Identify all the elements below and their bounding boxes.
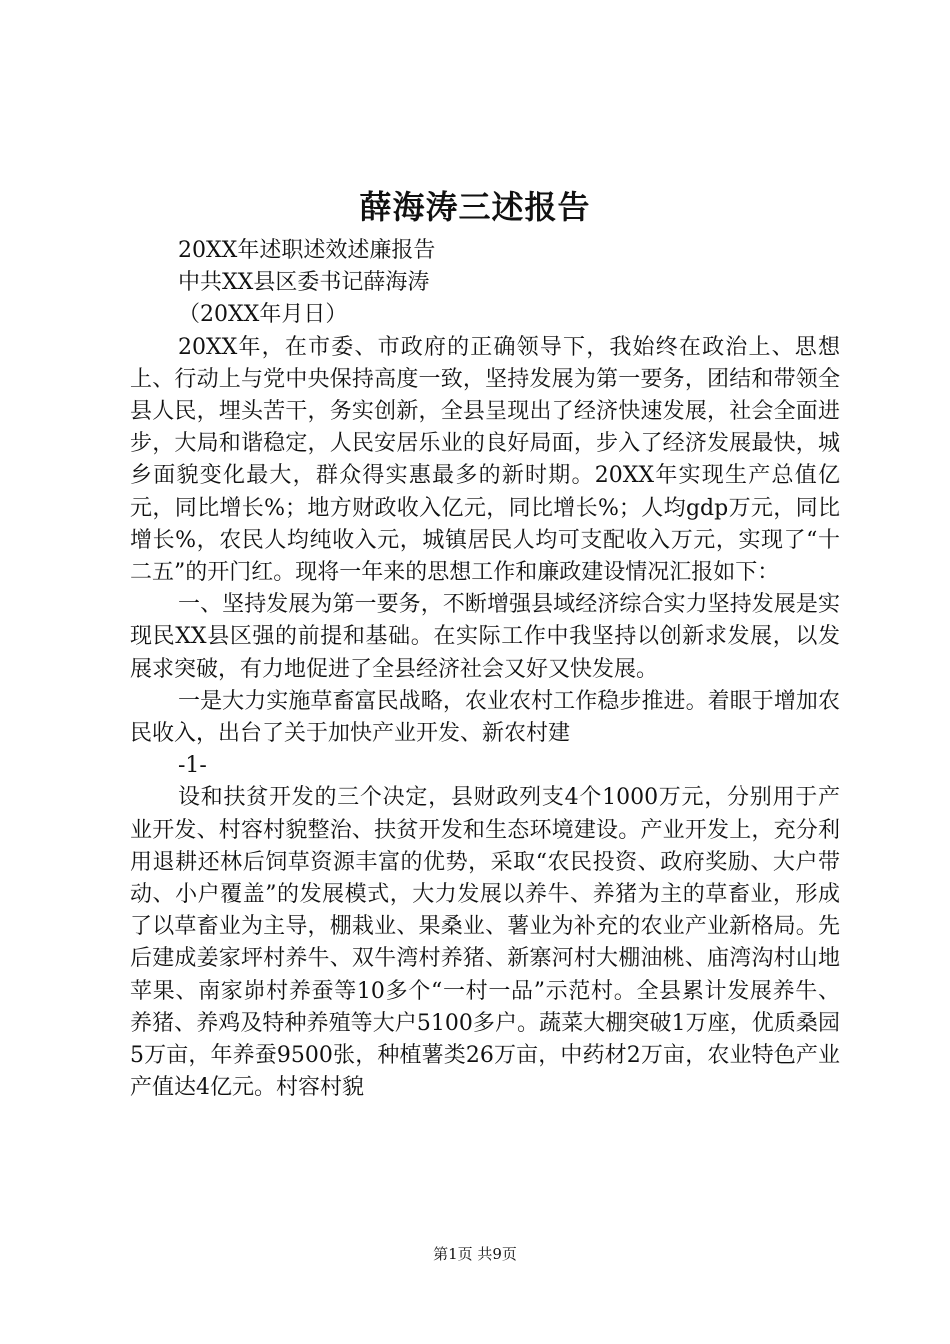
body-paragraph: 设和扶贫开发的三个决定，县财政列支4个1000万元，分别用于产业开发、村容村貌整治、扶贫开发和生态环境建设。产业开发上，充分利用退耕还林后饲草资源丰富的优势，采取“农民投资、政府奖励、大户带动、小户覆盖”的发展模式，大力发展以养牛、养猪为主的草畜业，形成了以草畜业为主导，棚栽业、果桑业、薯业为补充的农业产业新格局。先后建成姜家坪村养牛、双牛湾村养猪、新寨河村大棚油桃、庙湾沟村山地苹果、南家峁村养蚕等10多个“一村一品”示范村。全县累计发展养牛、养猪、养鸡及特种养殖等大户5100多户。蔬菜大棚突破1万座，优质桑园5万亩，年养蚕9500张，种植薯类26万亩，中药材2万亩，农业特色产业产值达4亿元。村容村貌 [130,785,840,1101]
document-body [130,235,840,1104]
body-paragraph: 20XX年，在市委、市政府的正确领导下，我始终在政治上、思想上、行动上与党中央保持高度一致，坚持发展为第一要务，团结和带领全县人民，埋头苦干，务实创新，全县呈现出了经济快速发展，社会全面进步，大局和谐稳定，人民安居乐业的良好局面，步入了经济发展最快，城乡面貌变化最大，群众得实惠最多的新时期。20XX年实现生产总值亿元，同比增长%；地方财政收入亿元，同比增长%；人均gdp万元，同比增长%，农民人均纯收入元，城镇居民人均可支配收入万元，实现了“十二五”的开门红。现将一年来的思想工作和廉政建设情况汇报如下： [130,334,840,586]
body-paragraph: 一、坚持发展为第一要务，不断增强县域经济综合实力坚持发展是实现民XX县区强的前提和基础。在实际工作中我坚持以创新求发展，以发展求突破，有力地促进了全县经济社会又好又快发展。 [130,592,840,682]
document-title: 薛海涛三述报告 [359,188,591,226]
page-footer: 第1页 共9页 [433,1245,517,1263]
subtitle-line: 20XX年述职述效述廉报告 [178,238,436,263]
body-paragraph: 一是大力实施草畜富民战略，农业农村工作稳步推进。着眼于增加农民收入，出台了关于加快产业开发、新农村建 [130,688,840,747]
page-marker: -1- [178,753,207,779]
date-line: （20XX年月日） [178,302,348,328]
author-line: 中共XX县区委书记薛海涛 [178,270,430,296]
